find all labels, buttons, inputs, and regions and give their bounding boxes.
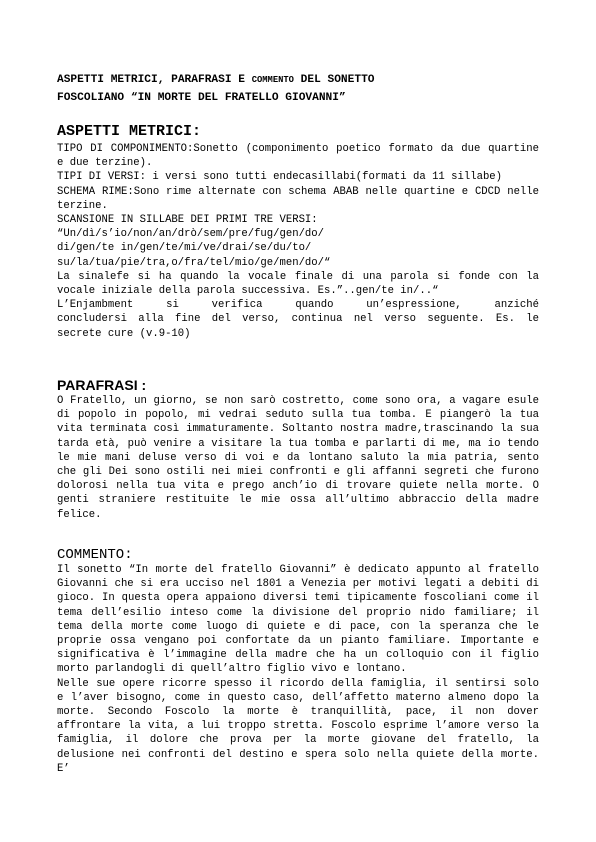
sinalefe-text: La sinalefe si ha quando la vocale finale di una parola si fonde con la vocale iniziale della parola successiva. Es.”..gen/te in/..“ <box>57 270 539 298</box>
section-heading-aspetti-metrici: ASPETTI METRICI: <box>57 123 202 140</box>
section-parafrasi-body <box>57 394 539 522</box>
section-heading-parafrasi: PARAFRASI : <box>57 377 147 393</box>
commento-paragraph-2: Nelle sue opere ricorre spesso il ricordo della famiglia, il sentirsi solo e l’aver bisogno, come in questo caso, dell’affetto materno almeno dopo la morte. Secondo Foscolo la morte è tranquillità, pace, il non dover affrontare la vita, a lui troppo stretta. Foscolo esprime l’amore verso la famiglia, il dolore che prova per la morte giovane del fratello, la delusione nei confronti del destino e spera solo nella quiete della morte. E’ <box>57 677 539 775</box>
tipi-versi-text: TIPI DI VERSI: i versi sono tutti endecasillabi(formati da 11 sillabe) <box>57 171 503 184</box>
title-part-1: ASPETTI METRICI, PARAFRASI E <box>57 74 252 86</box>
title-smallcaps-word: COMMENTO <box>251 75 294 85</box>
tipo-componimento-text: TIPO DI COMPONIMENTO:Sonetto (componimento poetico formato da due quartine e due terzine). <box>57 143 539 170</box>
verso-2: di/gen/te in/gen/te/mi/ve/drai/se/du/to/ <box>57 242 312 255</box>
title-line-1 <box>57 71 547 89</box>
document-title <box>57 71 547 107</box>
section-aspetti-metrici-body <box>57 142 539 341</box>
section-heading-commento: COMMENTO: <box>57 547 133 563</box>
verso-3: su/la/tua/pie/tra,o/fra/tel/mio/ge/men/do/“ <box>57 256 331 269</box>
title-line-2: FOSCOLIANO “IN MORTE DEL FRATELLO GIOVANNI” <box>57 92 346 104</box>
section-commento-body <box>57 563 539 776</box>
enjambment-text-rest: concludersi alla fine del verso, continua nel verso seguente. Es. le secrete cure (v.9-10) <box>57 313 539 340</box>
scansione-label: SCANSIONE IN SILLABE DEI PRIMI TRE VERSI: <box>57 214 318 227</box>
enjambment-text-line-1: L’Enjambment si verifica quando un’espressione, anziché <box>57 299 539 312</box>
schema-rime-text: SCHEMA RIME:Sono rime alternate con schema ABAB nelle quartine e CDCD nelle terzine. <box>57 185 539 212</box>
commento-paragraph-1: Il sonetto “In morte del fratello Giovanni” è dedicato appunto al fratello Giovanni che si era ucciso nel 1801 a Venezia per motivi legati a debiti di gioco. In questa opera appaiono diversi temi tipicamente foscoliani come il tema dell’esilio inteso come la divisione del proprio nido familiare; il tema della morte come luogo di quiete e di pace, con la speranza che le proprie ossa vengano poi confortate da un pianto familiare. Importante e significativa è l’immagine della madre che ha un colloquio con il figlio morto parlandogli di quell’altro figlio vivo e lontano. <box>57 564 539 676</box>
verso-1: “Un/dì/s’io/non/an/drò/sem/pre/fug/gen/do/ <box>57 228 325 241</box>
title-part-2: DEL SONETTO <box>293 74 375 86</box>
parafrasi-text: O Fratello, un giorno, se non sarò costretto, come sono ora, a vagare esule di popolo in popolo, mi vedrai seduto sulla tua tomba. E piangerò la tua vita terminata così immaturamente. Soltanto nostra madre,trascinando la sua tarda età, può venire a visitare la tua tomba e parlarti di me, ma io tendo le mie mani deluse verso di voi e da lontano saluto la mia patria, sento che gli Dei sono ostili nei miei confronti e gli affanni segreti che furono dolorosi nella tua vita e prego anch’io di trovare quiete nella morte. O genti straniere restituite le mie ossa all’ultimo abbraccio della madre felice. <box>57 395 539 521</box>
